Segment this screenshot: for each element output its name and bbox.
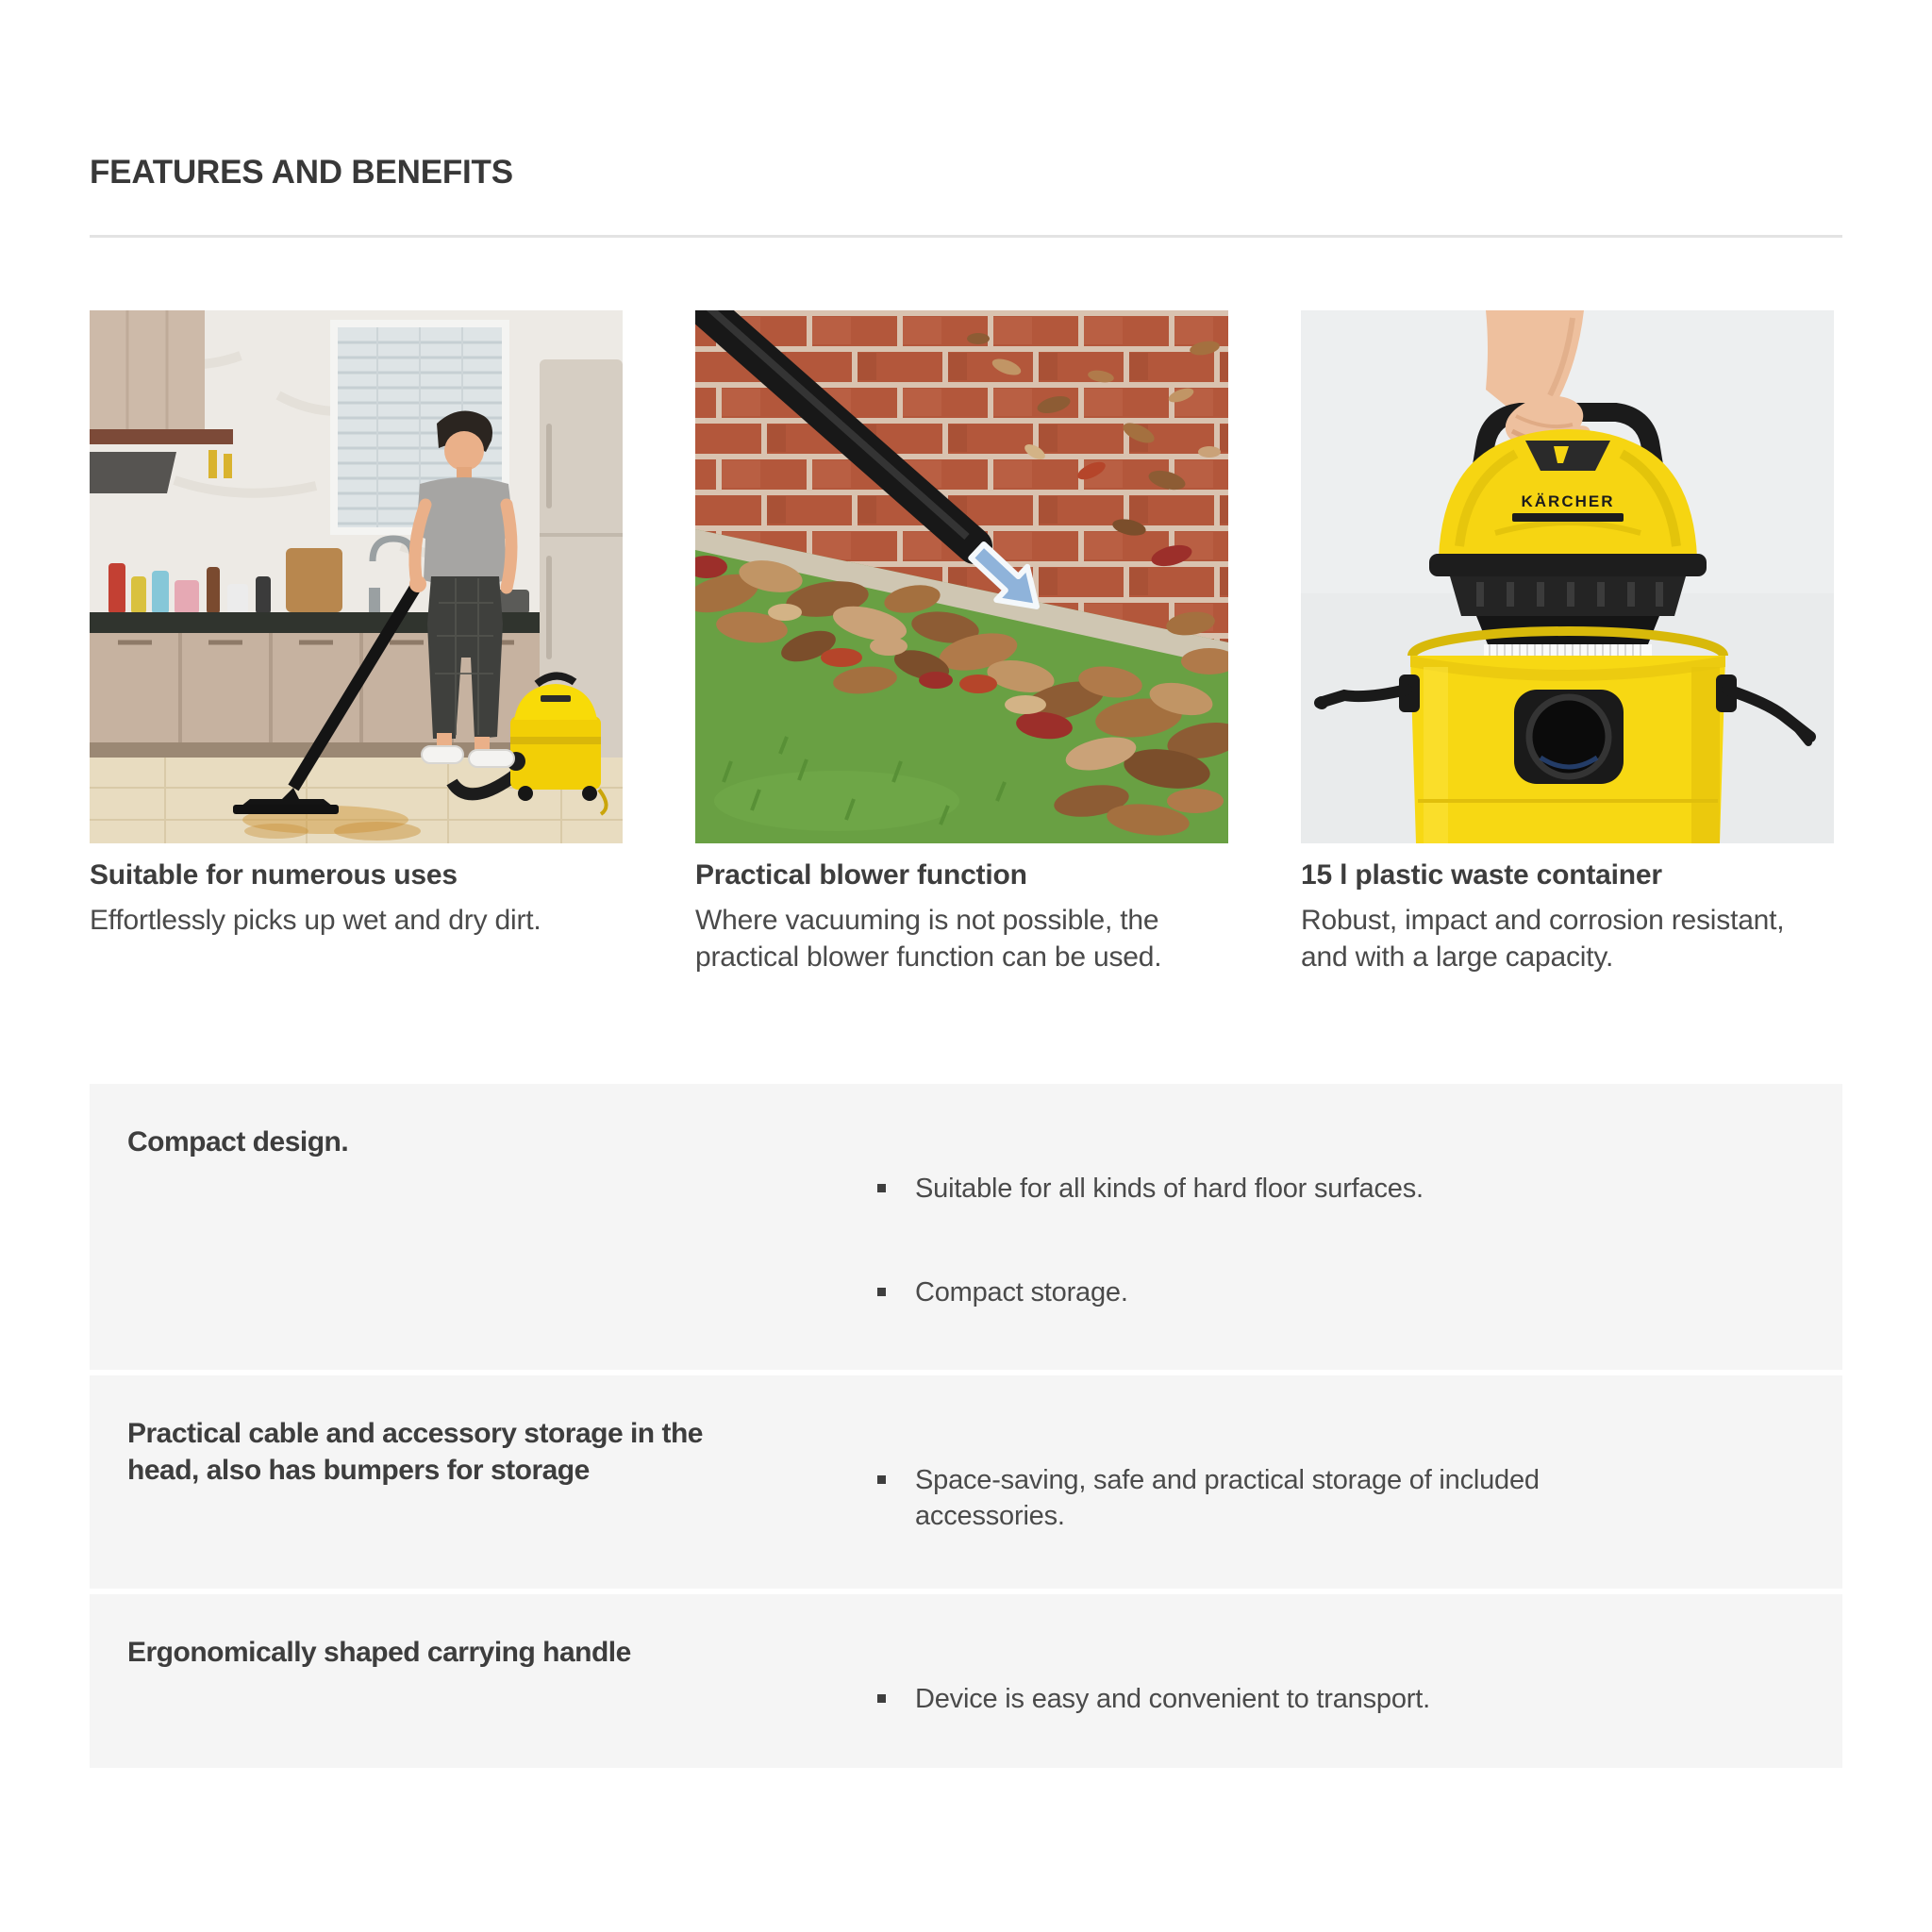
benefit-bullet-list	[717, 1415, 1805, 1589]
benefit-row-cable-storage	[90, 1375, 1842, 1589]
leaf-blower-photo	[695, 310, 1228, 843]
feature-description: Effortlessly picks up wet and dry dirt.	[90, 905, 541, 936]
kitchen-vacuuming-photo	[90, 310, 623, 843]
bullet-text: Space-saving, safe and practical storage of included accessories.	[915, 1465, 1540, 1531]
bullet-text: Suitable for all kinds of hard floor surfaces.	[915, 1174, 1424, 1204]
feature-cards	[90, 310, 1842, 1084]
benefit-row-compact-design	[90, 1084, 1842, 1370]
list-item	[877, 1462, 1805, 1534]
feature-description: Where vacuuming is not possible, the practical blower function can be used.	[695, 905, 1162, 973]
brand-logo-text: KÄRCHER	[1521, 492, 1615, 510]
waste-container-photo	[1301, 310, 1834, 843]
benefit-row-title: Practical cable and accessory storage in the head, also has bumpers for storage	[127, 1418, 703, 1486]
feature-caption	[90, 859, 623, 939]
feature-card-waste-container	[1301, 310, 1834, 1084]
benefit-row-carrying-handle	[90, 1594, 1842, 1768]
list-item	[877, 1274, 1805, 1310]
feature-card-numerous-uses	[90, 310, 623, 1084]
feature-caption	[1301, 859, 1834, 975]
bullet-square-icon	[877, 1184, 886, 1192]
list-item	[877, 1681, 1805, 1717]
list-item	[877, 1171, 1805, 1207]
feature-title: Suitable for numerous uses	[90, 859, 458, 891]
benefits-table	[90, 1084, 1842, 1768]
benefit-row-title: Compact design.	[127, 1126, 349, 1158]
benefit-bullet-list	[717, 1124, 1805, 1370]
feature-title: 15 l plastic waste container	[1301, 859, 1662, 891]
feature-title: Practical blower function	[695, 859, 1027, 891]
feature-caption	[695, 859, 1228, 975]
feature-description: Robust, impact and corrosion resistant, and with a large capacity.	[1301, 905, 1785, 973]
feature-card-blower-function	[695, 310, 1228, 1084]
section-divider	[90, 235, 1842, 238]
bullet-text: Compact storage.	[915, 1277, 1128, 1307]
benefit-row-title: Ergonomically shaped carrying handle	[127, 1637, 631, 1668]
bullet-square-icon	[877, 1475, 886, 1484]
section-title: FEATURES AND BENEFITS	[90, 154, 513, 191]
bullet-text: Device is easy and convenient to transport.	[915, 1684, 1430, 1714]
bullet-square-icon	[877, 1288, 886, 1296]
benefit-bullet-list	[717, 1634, 1805, 1768]
bullet-square-icon	[877, 1694, 886, 1703]
